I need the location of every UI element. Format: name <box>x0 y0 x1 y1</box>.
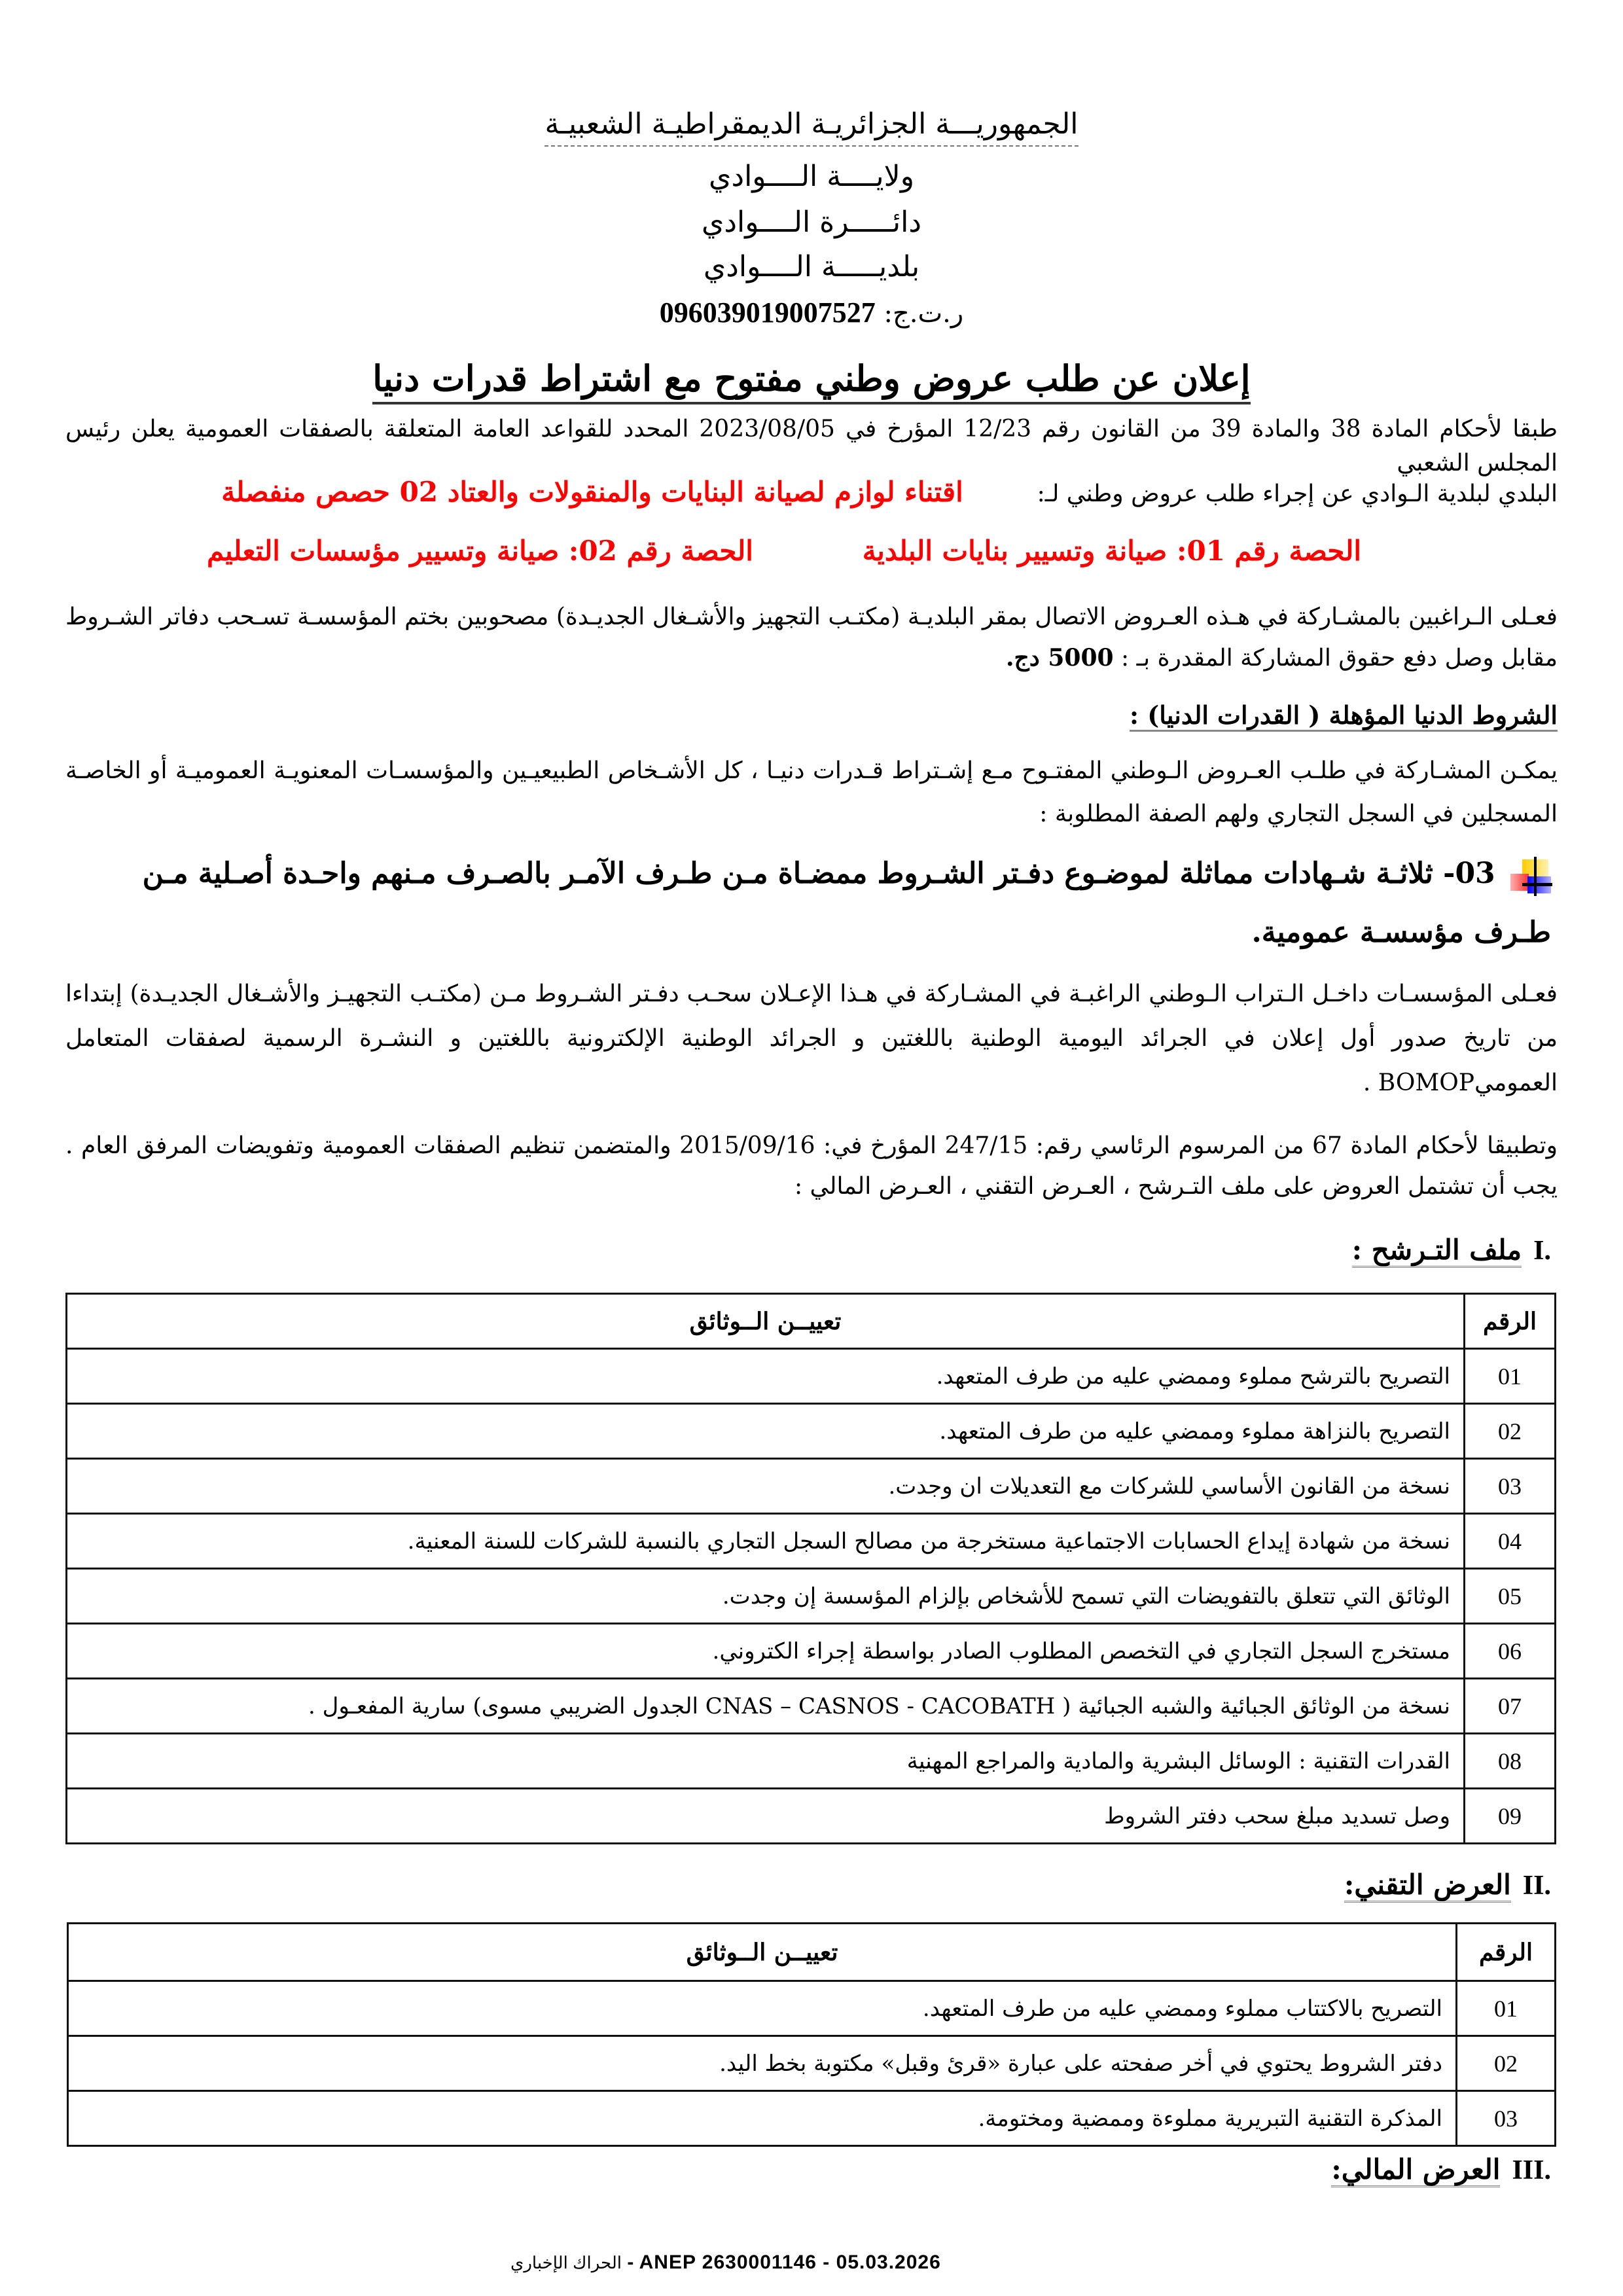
table-row: 08 القدرات التقنية : الوسائل البشرية والمادية والمراجع المهنية <box>67 1734 1556 1789</box>
min-conditions-text: يمكـن المشـاركة في طلـب العـروض الـوطني المفتـوح مـع إشـتراط قـدرات دنيـا ، كل الأشـخاص الطبيعيـين والمؤسسـات المعنويـة العموميـة أو الخاصـة المسجلين في السجل التجاري ولهم الصفة المطلوبة : <box>65 757 1558 827</box>
table-row: 09 وصل تسديد مبلغ سحب دفتر الشروط <box>67 1789 1556 1844</box>
application-paragraph: وتطبيقا لأحكام المادة 67 من المرسوم الرئاسي رقم: 247/15 المؤرخ في: 2015/09/16 والمتضمن تنظيم الصفقات العمومية وتفويضات المرفق العام . يجب أن تشتمل العروض على ملف التـرشح ، العـرض التقني ، العـرض المالي : <box>65 1132 1558 1200</box>
tax-id-label: ر.ت.ج: <box>883 298 964 329</box>
baladia-name: بلديـــــة الــــوادي <box>703 250 920 283</box>
column-header-number: الرقم <box>1465 1294 1556 1349</box>
lot-2: الحصة رقم 02: صيانة وتسيير مؤسسات التعليم <box>207 535 753 567</box>
intro-line2-prefix: البلدي لبلدية الـوادي عن إجراء طلب عروض وطني لـ: <box>1037 480 1558 507</box>
project-title: اقتناء لوازم لصيانة البنايات والمنقولات والعتاد 02 حصص منفصلة <box>221 476 963 508</box>
table-header-row <box>68 1924 1556 1981</box>
item-03-text: 03- ثلاثـة شـهادات مماثلة لموضـوع دفـتر الشـروط ممضـاة مـن طـرف الآمـر بالصـرف مـنهم واحـدة أصـلية مـن طـرف مؤسسـة عمومية. <box>142 857 1551 949</box>
national-companies-paragraph: فعـلى المؤسسـات داخـل الـتراب الـوطني الراغبـة في المشـاركة في هـذا الإعـلان سحـب دفـتر الشـروط مـن (مكتـب التجهيـز والأشـغال الجديـدة) إبتداءا من تاريخ صدور أول إعلان في الجرائد اليومية الوطنية باللغتين و الجرائد الوطنية الإلكترونية باللغتين و النشـرة الرسمية لصفقات المتعامل العموميBOMOP . <box>65 980 1558 1096</box>
intro-paragraph <box>65 412 1558 480</box>
table-row: 02 التصريح بالنزاهة مملوء وممضي عليه من طرف المتعهد. <box>67 1404 1556 1459</box>
withdrawal-text: فعـلى الـراغبين بالمشـاركة في هـذه العـروض الاتصال بمقر البلديـة (مكتـب التجهيز والأشـغال الجديـدة) مصحوبين بختم المؤسسـة تسـحب دفاتر الشـروط مقابل وصل دفع حقوق المشاركة المقدرة بـ : <box>65 603 1558 672</box>
anep-reference: - ANEP 2630001146 - 05.03.2026 <box>627 2251 941 2273</box>
section-candidature-heading: I.ملف التـرشح : <box>1352 1234 1551 1266</box>
republic-name: الجمهوريـــة الجزائريـة الديمقراطيـة الشعبيـة <box>0 105 1623 147</box>
table-row: 01 التصريح بالاكتتاب مملوء وممضي عليه من طرف المتعهد. <box>68 1981 1556 2036</box>
lots-line <box>207 530 1361 572</box>
wilaya-name: ولايــــة الــــوادي <box>709 160 914 193</box>
newspaper-name: الحراك الإخباري <box>510 2253 622 2272</box>
page-title: إعلان عن طلب عروض وطني مفتوح مع اشتراط قدرات دنيا <box>0 353 1623 403</box>
column-header-documents: تعييــن الــوثائق <box>68 1924 1457 1981</box>
table-row: 02 دفتر الشروط يحتوي في أخر صفحته على عبارة «قرئ وقبل» مكتوبة بخط اليد. <box>68 2036 1556 2091</box>
candidature-documents-table <box>65 1293 1556 1844</box>
table-row: 06 مستخرج السجل التجاري في التخصص المطلوب الصادر بواسطة إجراء الكتروني. <box>67 1624 1556 1679</box>
daira-name: دائـــــرة الــــوادي <box>701 206 921 239</box>
column-header-number: الرقم <box>1457 1924 1556 1981</box>
table-row: 07 نسخة من الوثائق الجبائية والشبه الجبائية ( CNAS – CASNOS - CACOBATH الجدول الضريبي مسوى) سارية المفعـول . <box>67 1679 1556 1734</box>
min-conditions-heading: الشروط الدنيا المؤهلة ( القدرات الدنيا) : <box>1130 700 1558 730</box>
min-condition-item-03 <box>65 844 1551 962</box>
section-technical-heading: II.العرض التقني: <box>1344 1869 1551 1901</box>
column-header-documents: تعييــن الــوثائق <box>67 1294 1465 1349</box>
tax-id-line <box>0 295 1623 332</box>
table-row: 03 نسخة من القانون الأساسي للشركات مع التعديلات ان وجدت. <box>67 1459 1556 1514</box>
tax-id-number: 096039019007527 <box>659 296 876 329</box>
lot-1: الحصة رقم 01: صيانة وتسيير بنايات البلدية <box>862 535 1361 567</box>
table-row: 01 التصريح بالترشح مملوء وممضي عليه من طرف المتعهد. <box>67 1349 1556 1404</box>
table-row: 04 نسخة من شهادة إيداع الحسابات الاجتماعية مستخرجة من مصالح السجل التجاري بالنسبة للشركات للسنة المعنية. <box>67 1514 1556 1569</box>
withdrawal-paragraph <box>65 597 1558 679</box>
colored-cross-bullet-icon <box>1510 857 1551 895</box>
intro-line2 <box>221 473 1558 514</box>
table-row: 03 المذكرة التقنية التبريرية مملوءة وممضية ومختومة. <box>68 2091 1556 2146</box>
withdrawal-amount: 5000 دج. <box>1006 644 1114 672</box>
table-row: 05 الوثائق التي تتعلق بالتفويضات التي تسمح للأشخاص بإلزام المؤسسة إن وجدت. <box>67 1569 1556 1624</box>
table-header-row <box>67 1294 1556 1349</box>
section-financial-heading: III.العرض المالي: <box>1331 2153 1551 2186</box>
technical-offer-documents-table <box>67 1922 1556 2147</box>
intro-line1: طبقا لأحكام المادة 38 والمادة 39 من القانون رقم 12/23 المؤرخ في 2023/08/05 المحدد للقواعد العامة المتعلقة بالصفقات العمومية يعلن رئيس المجلس الشعبي <box>65 416 1558 476</box>
publication-footer <box>510 2251 941 2274</box>
